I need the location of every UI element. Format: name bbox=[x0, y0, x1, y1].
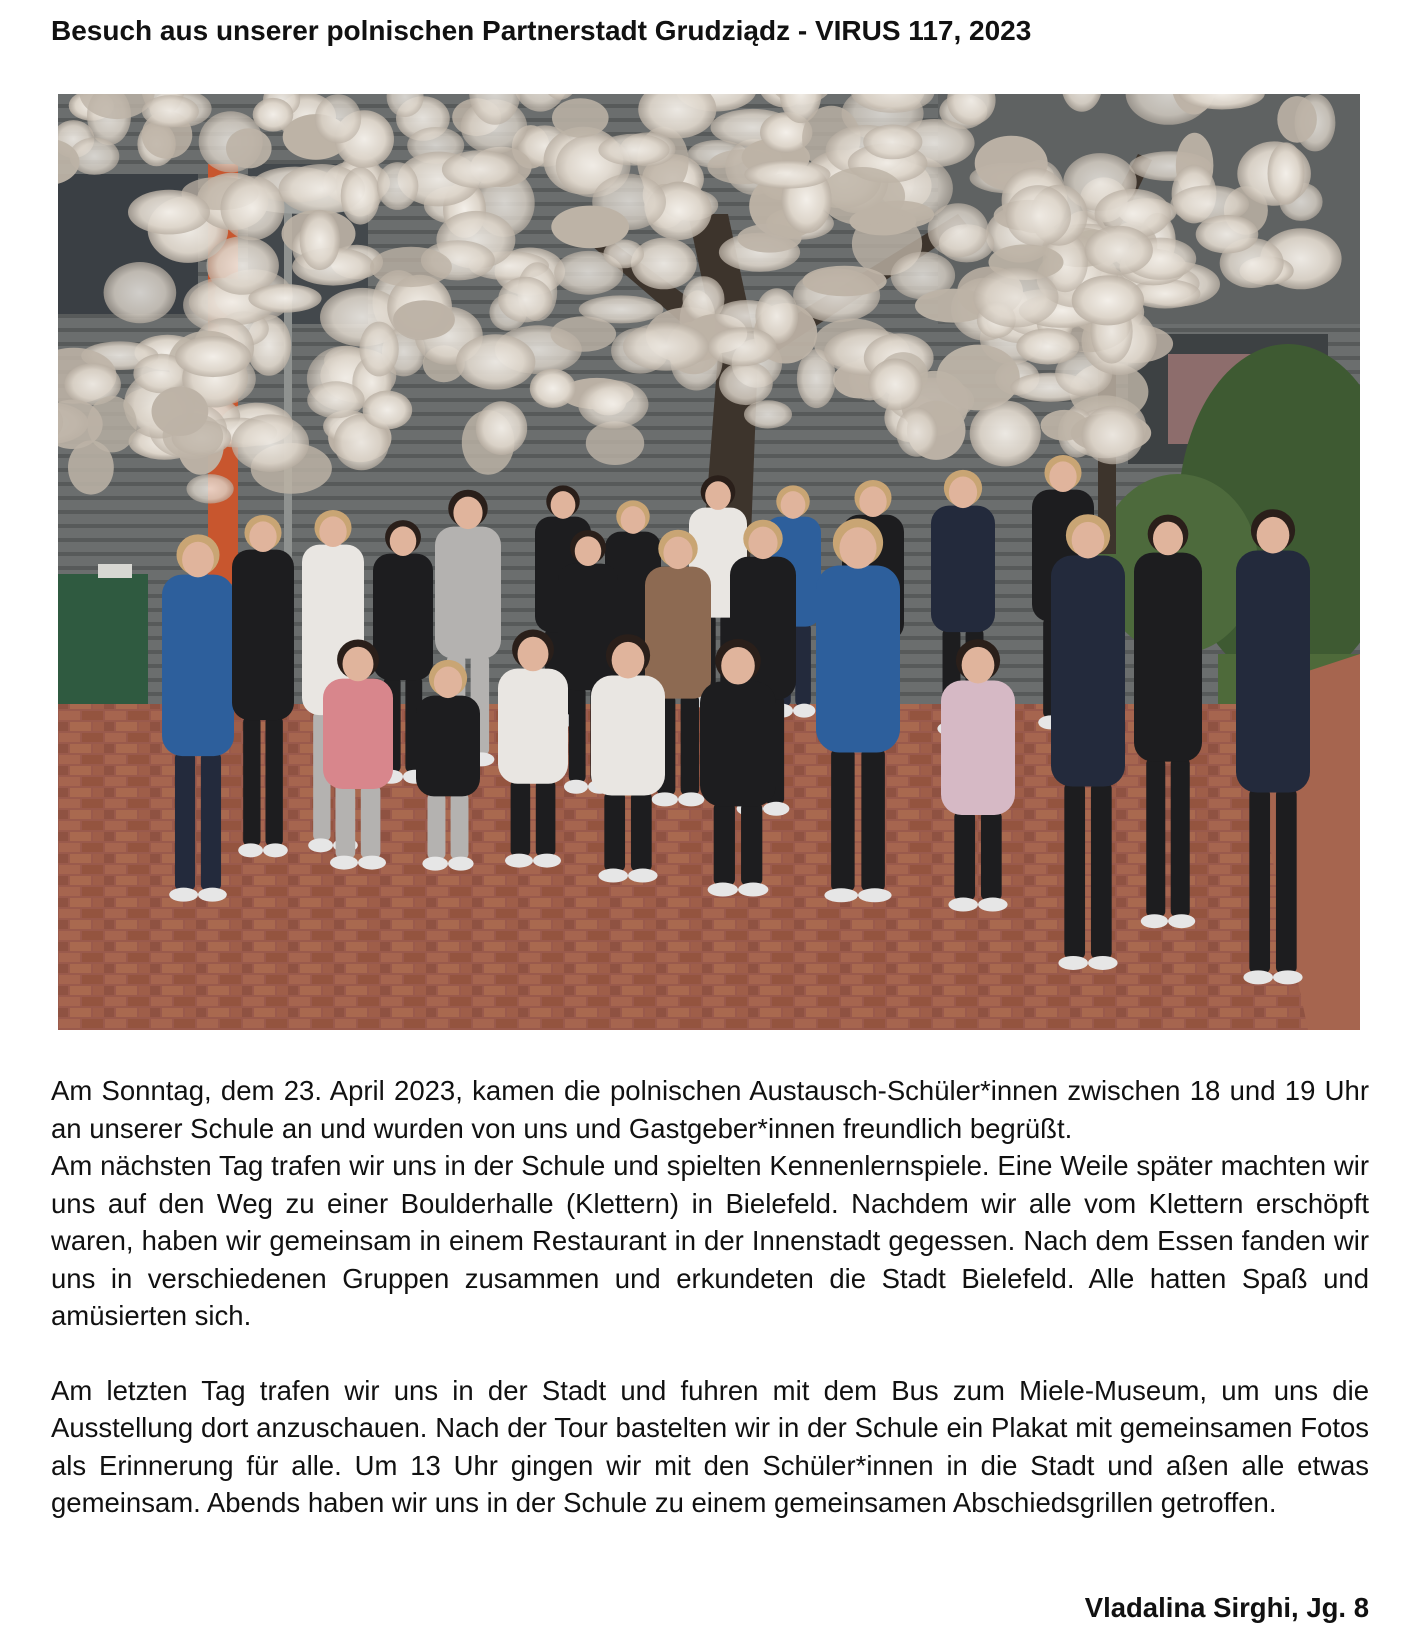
person-leg bbox=[265, 716, 282, 846]
person-shoe bbox=[448, 857, 474, 871]
person-face bbox=[182, 542, 214, 578]
person-shoe bbox=[330, 856, 358, 870]
blossom-cluster bbox=[744, 160, 830, 188]
person-face bbox=[621, 506, 646, 534]
person-torso bbox=[591, 676, 665, 796]
person-torso bbox=[941, 681, 1015, 815]
person-shoe bbox=[308, 838, 333, 852]
person-leg bbox=[511, 780, 531, 857]
person-shoe bbox=[978, 898, 1008, 912]
person-face bbox=[1049, 461, 1076, 492]
person-leg bbox=[1091, 783, 1112, 959]
person-shoe bbox=[652, 792, 678, 806]
person-torso bbox=[498, 669, 568, 784]
blossom-cluster bbox=[868, 359, 922, 411]
person-shoe bbox=[824, 888, 858, 902]
blossom-cluster bbox=[187, 474, 234, 503]
blossom-cluster bbox=[221, 176, 285, 240]
person-torso bbox=[700, 682, 776, 807]
person-shoe bbox=[678, 792, 704, 806]
person-shoe bbox=[763, 802, 789, 816]
person-face bbox=[949, 476, 977, 508]
person-shoe bbox=[238, 843, 263, 857]
blossom-cluster bbox=[530, 369, 576, 408]
article-paragraph: Am Sonntag, dem 23. April 2023, kamen die polnischen Austausch-Schüler*innen zwischen 18 und 19 Uhr an unserer Schule an und wurden von uns und Gastgeber*innen freundlich begrüßt. bbox=[51, 1075, 1369, 1144]
blossom-cluster bbox=[456, 334, 535, 389]
person-shoe bbox=[1058, 956, 1088, 970]
person-shoe bbox=[948, 898, 978, 912]
person-shoe bbox=[1243, 970, 1273, 984]
group-photo bbox=[58, 94, 1360, 1030]
person-face bbox=[859, 486, 886, 517]
person-face bbox=[1072, 522, 1105, 559]
blossom-cluster bbox=[1016, 328, 1079, 364]
group-photo-illustration bbox=[58, 94, 1360, 1030]
person-face bbox=[612, 642, 645, 679]
person-face bbox=[319, 516, 346, 547]
person-shoe bbox=[169, 888, 198, 902]
blossom-cluster bbox=[631, 238, 697, 290]
person-shoe bbox=[598, 869, 628, 883]
article-paragraph: Am nächsten Tag trafen wir uns in der Schule und spielten Kennenlernspiele. Eine Weile später machten wir uns auf den Weg zu einer Boulderhalle (Klettern) in Bielefeld. Nachdem wir alle vom Klettern erschöpft waren, haben wir gemeinsam in einem Restaurant in der Innenstadt gegessen. Nach dem Essen fanden wir uns in verschiedenen Gruppen zusammen und erkundeten die Stadt Bielefeld. Alle hatten Spaß und amüsierten sich. bbox=[51, 1150, 1369, 1331]
person-leg bbox=[681, 695, 699, 796]
blossom-cluster bbox=[1006, 185, 1071, 246]
person-leg bbox=[831, 748, 855, 891]
person-shoe bbox=[1141, 914, 1168, 928]
blossom-cluster bbox=[359, 322, 398, 377]
person-face bbox=[518, 637, 549, 672]
person-face bbox=[721, 647, 755, 685]
blossom-cluster bbox=[370, 247, 452, 287]
blossom-cluster bbox=[552, 98, 609, 137]
blossom-cluster bbox=[623, 322, 709, 370]
blossom-cluster bbox=[248, 284, 321, 313]
blossom-cluster bbox=[1196, 215, 1259, 254]
person-torso bbox=[816, 565, 900, 752]
person-shoe bbox=[628, 869, 658, 883]
blossom-cluster bbox=[104, 262, 177, 323]
person-torso bbox=[931, 506, 995, 632]
blossom-cluster bbox=[579, 295, 664, 323]
article-paragraph: Am letzten Tag trafen wir uns in der Stadt und fuhren mit dem Bus zum Miele-Museum, um uns die Ausstellung dort anzuschauen. Nach der Tour bastelten wir in der Schule ein Plakat mit gemeinsamen Fotos als Erinnerung für alle. Um 13 Uhr gingen wir mit den Schüler*innen in die Stadt und aßen alle etwas gemeinsam. Abends haben wir uns in der Schule zu einem gemeinsamen Abschiedsgrillen getroffen. bbox=[51, 1374, 1369, 1518]
person-face bbox=[705, 481, 731, 510]
blossom-cluster bbox=[708, 327, 777, 366]
person-shoe bbox=[793, 704, 815, 718]
person-leg bbox=[795, 623, 811, 707]
blossom-cluster bbox=[341, 167, 380, 225]
blossom-cluster bbox=[578, 380, 648, 428]
person-shoe bbox=[858, 888, 892, 902]
blossom-cluster bbox=[315, 94, 361, 143]
person-leg bbox=[1064, 783, 1085, 959]
blossom-cluster bbox=[896, 408, 937, 457]
person-shoe bbox=[708, 883, 738, 897]
person-shoe bbox=[533, 854, 561, 868]
blossom-cluster bbox=[598, 134, 669, 166]
person-torso bbox=[435, 527, 501, 659]
blossom-cluster bbox=[1082, 406, 1144, 465]
blossom-cluster bbox=[1277, 96, 1317, 143]
person-shoe bbox=[198, 888, 227, 902]
person-shoe bbox=[422, 857, 448, 871]
person-leg bbox=[954, 811, 975, 901]
person-leg bbox=[741, 802, 762, 885]
blossom-cluster bbox=[719, 361, 773, 405]
person-face bbox=[434, 666, 462, 698]
person-torso bbox=[558, 564, 618, 691]
blossom-cluster bbox=[128, 190, 210, 235]
author-signature: Vladalina Sirghi, Jg. 8 bbox=[1084, 1592, 1369, 1623]
blossom-cluster bbox=[928, 203, 989, 257]
page-title: Besuch aus unserer polnischen Partnerstadt Grudziądz - VIRUS 117, 2023 bbox=[51, 15, 1032, 46]
person-face bbox=[781, 491, 806, 519]
blossom-cluster bbox=[377, 162, 419, 210]
person-torso bbox=[323, 679, 393, 789]
person-leg bbox=[981, 811, 1002, 901]
blossom-cluster bbox=[973, 268, 1058, 328]
person-torso bbox=[416, 696, 480, 797]
person-shoe bbox=[263, 843, 288, 857]
person-leg bbox=[714, 802, 735, 885]
blossom-cluster bbox=[820, 167, 905, 225]
person-shoe bbox=[564, 780, 588, 794]
person-face bbox=[390, 526, 417, 556]
green-door bbox=[58, 574, 148, 704]
person-shoe bbox=[1168, 914, 1195, 928]
person-face bbox=[249, 521, 276, 552]
person-face bbox=[748, 527, 777, 560]
person-torso bbox=[1134, 553, 1202, 762]
blossom-cluster bbox=[300, 210, 340, 270]
blossom-cluster bbox=[803, 266, 887, 297]
person-face bbox=[453, 497, 482, 530]
person-leg bbox=[536, 780, 556, 857]
person-shoe bbox=[1088, 956, 1118, 970]
blossom-cluster bbox=[498, 277, 552, 323]
person-face bbox=[962, 647, 995, 684]
person-leg bbox=[1171, 758, 1190, 918]
person-shoe bbox=[358, 856, 386, 870]
person-shoe bbox=[505, 854, 533, 868]
person-face bbox=[1153, 522, 1183, 556]
blossom-cluster bbox=[970, 401, 1041, 467]
person-leg bbox=[336, 785, 356, 859]
blossom-cluster bbox=[551, 206, 629, 249]
blossom-cluster bbox=[737, 224, 801, 253]
blossom-cluster bbox=[226, 128, 272, 168]
person-leg bbox=[1249, 789, 1270, 974]
person-torso bbox=[1051, 556, 1125, 787]
article-body bbox=[51, 1072, 1369, 1522]
person-torso bbox=[162, 575, 234, 757]
person-leg bbox=[569, 686, 586, 783]
blossom-cluster bbox=[307, 381, 364, 418]
blossom-cluster bbox=[1085, 226, 1153, 275]
person-leg bbox=[1276, 789, 1297, 974]
person-leg bbox=[631, 792, 652, 872]
blossom-cluster bbox=[231, 414, 309, 472]
blossom-cluster bbox=[936, 345, 1019, 411]
person-leg bbox=[201, 752, 221, 891]
blossom-cluster bbox=[363, 391, 413, 430]
person-leg bbox=[428, 792, 446, 859]
person-leg bbox=[361, 785, 381, 859]
blossom-cluster bbox=[1041, 410, 1089, 441]
person-leg bbox=[451, 792, 469, 859]
blossom-cluster bbox=[142, 95, 199, 127]
person-face bbox=[839, 527, 876, 568]
person-shoe bbox=[1273, 970, 1303, 984]
blossom-cluster bbox=[744, 400, 792, 428]
blossom-cluster bbox=[393, 300, 455, 339]
person-leg bbox=[175, 752, 195, 891]
blossom-cluster bbox=[442, 150, 519, 188]
person-leg bbox=[1146, 758, 1165, 918]
blossom-cluster bbox=[476, 401, 527, 455]
person-face bbox=[575, 536, 602, 566]
person-face bbox=[1257, 517, 1290, 554]
person-leg bbox=[243, 716, 260, 846]
person-torso bbox=[1236, 551, 1310, 793]
person-torso bbox=[373, 554, 433, 681]
person-leg bbox=[604, 792, 625, 872]
person-leg bbox=[861, 748, 885, 891]
person-shoe bbox=[738, 883, 768, 897]
door-sign bbox=[98, 564, 132, 578]
blossom-cluster bbox=[253, 98, 294, 132]
person-face bbox=[551, 491, 576, 519]
blossom-cluster bbox=[1072, 275, 1144, 325]
blossom-cluster bbox=[1268, 142, 1305, 204]
person-face bbox=[343, 647, 374, 682]
blossom-cluster bbox=[152, 387, 209, 436]
blossom-cluster bbox=[175, 336, 251, 377]
person-torso bbox=[232, 550, 294, 721]
person-face bbox=[663, 537, 692, 570]
blossom-cluster bbox=[863, 125, 922, 160]
